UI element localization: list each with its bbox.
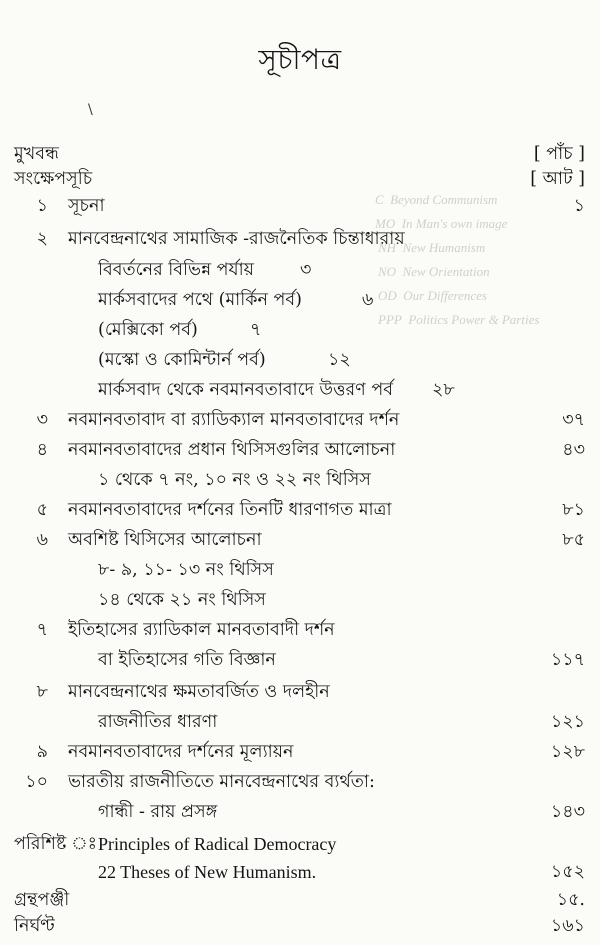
toc-page-number: ১৪৩: [550, 802, 585, 822]
toc-entry: [0, 348, 600, 372]
toc-entry: [0, 770, 600, 794]
toc-entry: [0, 288, 600, 312]
toc-appendix-row: [0, 832, 600, 856]
toc-entry-title: ৮- ৯, ১১- ১৩ নং থিসিস: [98, 560, 274, 580]
toc-appendix-row: [0, 860, 600, 884]
toc-entry: [0, 408, 600, 432]
toc-entry: [0, 438, 600, 462]
toc-front-row: [0, 142, 600, 166]
toc-entry-title: ১ থেকে ৭ নং, ১০ নং ও ২২ নং থিসিস: [98, 470, 371, 490]
toc-entry: [0, 680, 600, 704]
toc-page-number: ১৬১: [550, 916, 585, 936]
toc-page-number: ৩৭: [562, 410, 585, 430]
toc-front-row: [0, 167, 600, 191]
toc-page-number: ৮৫: [562, 530, 585, 550]
page-title: সূচীপত্র: [258, 43, 342, 76]
toc-entry: [0, 258, 600, 282]
toc-entry-title: নবমানবতাবাদের দর্শনের তিনটি ধারণাগত মাত্রা: [68, 500, 392, 520]
toc-front-label: সংক্ষেপসূচি: [14, 169, 93, 189]
bleed-through-text: NO New Orientation: [378, 264, 490, 279]
toc-entry: [0, 528, 600, 552]
toc-entry: [0, 194, 600, 218]
toc-back-label: পরিশিষ্ট ঃ: [14, 834, 97, 854]
toc-page-number: ১২: [328, 350, 351, 370]
toc-entry-title: (মস্কো ও কোমিন্টার্ন পর্ব): [98, 350, 266, 370]
toc-entry-title: সূচনা: [68, 196, 105, 216]
toc-page-number: ৮১: [562, 500, 585, 520]
toc-entry-title: ভারতীয় রাজনীতিতে মানবেন্দ্রনাথের ব্যর্থতা:: [68, 772, 375, 792]
toc-chapter-number: ৭: [36, 620, 48, 640]
toc-entry-title: মার্কসবাদের পথে (মার্কিন পর্ব): [98, 290, 302, 310]
toc-entry: [0, 498, 600, 522]
toc-entry-title: Principles of Radical Democracy: [98, 834, 337, 854]
toc-chapter-number: ৪: [36, 440, 48, 460]
toc-chapter-number: ৮: [36, 682, 48, 702]
toc-back-row: [0, 914, 600, 938]
toc-entry: [0, 227, 600, 251]
toc-chapter-number: ২: [36, 229, 48, 249]
toc-page-number: [ আট ]: [530, 169, 585, 189]
bleed-through-text: PPP Politics Power & Parties: [378, 312, 540, 327]
toc-back-label: নির্ঘণ্ট: [14, 916, 55, 936]
toc-entry-title: (মেক্সিকো পর্ব): [98, 320, 198, 340]
toc-entry: [0, 588, 600, 612]
toc-page-number: ৭: [250, 320, 262, 340]
toc-entry: [0, 558, 600, 582]
toc-entry: [0, 618, 600, 642]
toc-entry-title: নবমানবতাবাদ বা র‍্যাডিক্যাল মানবতাবাদের দর্শন: [68, 410, 400, 430]
toc-page-number: [ পাঁচ ]: [533, 144, 585, 164]
toc-page-number: ৪৩: [562, 440, 585, 460]
toc-entry-title: নবমানবতাবাদের প্রধান থিসিসগুলির আলোচনা: [68, 440, 396, 460]
toc-page-number: ১৫.: [556, 890, 585, 910]
bleed-through-text: MO In Man's own image: [375, 216, 508, 231]
toc-entry: [0, 468, 600, 492]
toc-entry: [0, 710, 600, 734]
toc-entry-title: নবমানবতাবাদের দর্শনের মূল্যায়ন: [68, 742, 294, 762]
toc-entry-title: ইতিহাসের র‍্যাডিকাল মানবতাবাদী দর্শন: [68, 620, 335, 640]
toc-entry-title: মার্কসবাদ থেকে নবমানবতাবাদে উত্তরণ পর্ব: [98, 380, 393, 400]
toc-entry: [0, 800, 600, 824]
toc-page-number: ২৮: [432, 380, 455, 400]
toc-page-number: ৬: [362, 290, 374, 310]
toc-chapter-number: ৩: [36, 410, 48, 430]
toc-entry-title: বা ইতিহাসের গতি বিজ্ঞান: [98, 650, 276, 670]
bleed-through-text: OD Our Differences: [378, 288, 487, 303]
toc-entry-title: ১৪ থেকে ২১ নং থিসিস: [98, 590, 266, 610]
toc-page-number: ১৫২: [550, 862, 585, 882]
toc-entry: [0, 378, 600, 402]
stray-mark: \: [88, 102, 93, 118]
toc-page-number: ১: [573, 196, 585, 216]
toc-entry-title: রাজনীতির ধারণা: [98, 712, 218, 732]
toc-page-number: ১২৮: [550, 742, 585, 762]
toc-back-row: [0, 888, 600, 912]
toc-entry-title: 22 Theses of New Humanism.: [98, 862, 317, 882]
toc-entry-title: অবশিষ্ট থিসিসের আলোচনা: [68, 530, 262, 550]
toc-chapter-number: ৯: [36, 742, 48, 762]
toc-page-number: ১১৭: [550, 650, 585, 670]
toc-entry-title: মানবেন্দ্রনাথের ক্ষমতাবর্জিত ও দলহীন: [68, 682, 330, 702]
bleed-through-text: C Beyond Communism: [375, 192, 498, 207]
toc-chapter-number: ৬: [36, 530, 48, 550]
bleed-through-text: NH New Humanism: [378, 240, 486, 255]
toc-page-number: ৩: [300, 260, 312, 280]
toc-chapter-number: ৫: [36, 500, 48, 520]
toc-entry: [0, 318, 600, 342]
toc-entry: [0, 740, 600, 764]
toc-page-number: ১২১: [550, 712, 585, 732]
toc-chapter-number: ১০: [25, 772, 48, 792]
toc-entry-title: গান্ধী - রায় প্রসঙ্গ: [98, 802, 218, 822]
toc-entry: [0, 648, 600, 672]
toc-back-label: গ্রন্থপঞ্জী: [14, 890, 70, 910]
toc-entry-title: বিবর্তনের বিভিন্ন পর্যায়: [98, 260, 254, 280]
toc-chapter-number: ১: [36, 196, 48, 216]
toc-entry-title: মানবেন্দ্রনাথের সামাজিক -রাজনৈতিক চিন্তাধারায়: [68, 229, 405, 249]
toc-front-label: মুখবন্ধ: [14, 144, 59, 164]
